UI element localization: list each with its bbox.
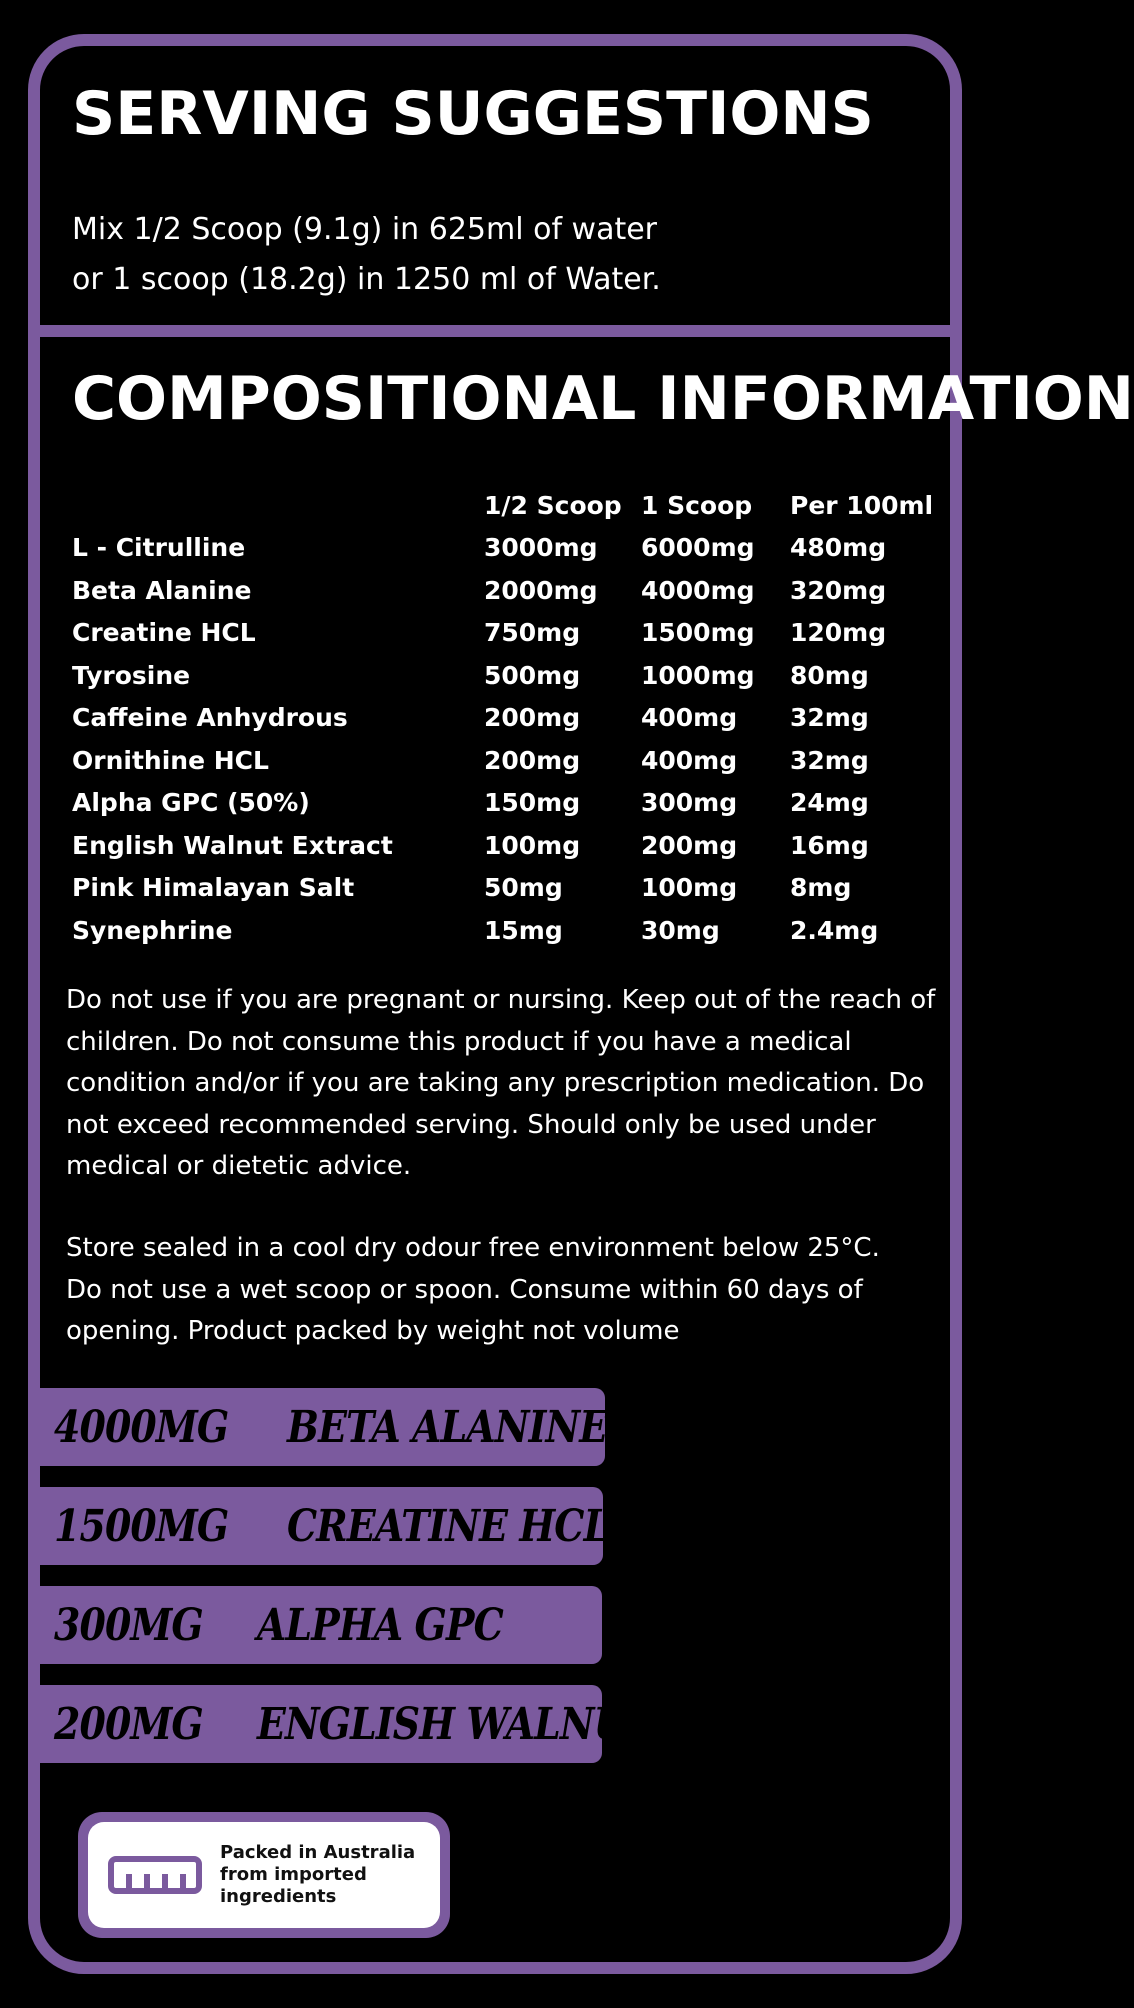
ingredient-name: Tyrosine (72, 660, 191, 690)
one-scoop-value: 4000mg (641, 575, 755, 605)
highlight-banner (40, 1388, 605, 1466)
half-scoop-value: 50mg (484, 873, 563, 903)
table-row (72, 527, 940, 570)
banner-ingredient: BETA ALANINE (286, 1401, 607, 1453)
serving-instructions (72, 205, 661, 305)
packed-in-australia-badge (78, 1812, 450, 1938)
table-row (72, 654, 940, 697)
highlight-banner (40, 1685, 654, 1763)
half-scoop-value: 3000mg (484, 533, 598, 563)
storage-line: opening. Product packed by weight not volume (66, 1316, 680, 1346)
per-100ml-value: 2.4mg (790, 915, 879, 945)
banner-amount: 1500MG (54, 1500, 229, 1552)
ingredient-name: Ornithine HCL (72, 745, 269, 775)
banner-amount: 4000MG (54, 1401, 229, 1453)
half-scoop-value: 2000mg (484, 575, 598, 605)
table-row (72, 697, 940, 740)
storage-line: Store sealed in a cool dry odour free environment below 25°C. (66, 1233, 880, 1263)
one-scoop-value: 400mg (641, 703, 738, 733)
per-100ml-value: 8mg (790, 873, 852, 903)
per-100ml-value: 320mg (790, 575, 887, 605)
ruler-icon (108, 1856, 202, 1894)
table-row (72, 782, 940, 825)
table-row (72, 824, 940, 867)
half-scoop-value: 150mg (484, 788, 581, 818)
composition-title: COMPOSITIONAL INFORMATION (72, 364, 1134, 434)
half-scoop-value: 750mg (484, 618, 581, 648)
per-100ml-value: 480mg (790, 533, 887, 563)
one-scoop-value: 300mg (641, 788, 738, 818)
serving-line: or 1 scoop (18.2g) in 1250 ml of Water. (72, 262, 661, 297)
highlight-banner (40, 1487, 610, 1565)
table-header: Per 100ml (790, 490, 934, 520)
table-header-row (72, 484, 940, 527)
ingredient-name: English Walnut Extract (72, 830, 393, 860)
badge-text (220, 1842, 415, 1908)
ingredient-name: Beta Alanine (72, 575, 252, 605)
half-scoop-value: 200mg (484, 745, 581, 775)
per-100ml-value: 32mg (790, 703, 869, 733)
per-100ml-value: 80mg (790, 660, 869, 690)
serving-title: SERVING SUGGESTIONS (72, 79, 874, 149)
badge-line: from imported (220, 1864, 367, 1885)
table-row (72, 867, 940, 910)
serving-line: Mix 1/2 Scoop (9.1g) in 625ml of water (72, 212, 658, 247)
banner-ingredient: ENGLISH WALNUT (257, 1698, 654, 1750)
half-scoop-value: 200mg (484, 703, 581, 733)
one-scoop-value: 400mg (641, 745, 738, 775)
one-scoop-value: 100mg (641, 873, 738, 903)
per-100ml-value: 24mg (790, 788, 869, 818)
ingredient-name: Caffeine Anhydrous (72, 703, 348, 733)
table-row (72, 569, 940, 612)
half-scoop-value: 500mg (484, 660, 581, 690)
banner-amount: 300MG (54, 1599, 203, 1651)
composition-table (72, 484, 940, 952)
badge-line: Packed in Australia (220, 1842, 416, 1863)
per-100ml-value: 32mg (790, 745, 869, 775)
one-scoop-value: 1500mg (641, 618, 755, 648)
banner-amount: 200MG (54, 1698, 203, 1750)
ingredient-name: Creatine HCL (72, 618, 256, 648)
ingredient-name: L - Citrulline (72, 533, 246, 563)
half-scoop-value: 100mg (484, 830, 581, 860)
table-row (72, 612, 940, 655)
section-divider (28, 325, 962, 337)
ingredient-name: Alpha GPC (50%) (72, 788, 310, 818)
per-100ml-value: 120mg (790, 618, 887, 648)
storage-line: Do not use a wet scoop or spoon. Consume within 60 days of (66, 1274, 863, 1305)
table-row (72, 739, 940, 782)
ingredient-name: Pink Himalayan Salt (72, 873, 355, 903)
badge-panel (88, 1822, 440, 1928)
warning-text: Do not use if you are pregnant or nursing. Keep out of the reach of children. Do not consume this product if you have a medical condition and/or if you are taking any prescription medication. Do not exceed recommended serving. Should only be used under medical or dietetic advice. (66, 985, 936, 1181)
one-scoop-value: 30mg (641, 915, 720, 945)
one-scoop-value: 200mg (641, 830, 738, 860)
one-scoop-value: 6000mg (641, 533, 755, 563)
table-header: 1/2 Scoop (484, 490, 622, 520)
one-scoop-value: 1000mg (641, 660, 755, 690)
table-header: 1 Scoop (641, 490, 753, 520)
ingredient-name: Synephrine (72, 915, 233, 945)
table-header (72, 484, 484, 527)
highlight-banner (40, 1586, 602, 1664)
table-row (72, 909, 940, 952)
banner-ingredient: ALPHA GPC (257, 1599, 503, 1651)
per-100ml-value: 16mg (790, 830, 869, 860)
banner-ingredient: CREATINE HCL (286, 1500, 610, 1552)
storage-text (66, 1228, 946, 1353)
badge-line: ingredients (220, 1886, 337, 1907)
half-scoop-value: 15mg (484, 915, 563, 945)
